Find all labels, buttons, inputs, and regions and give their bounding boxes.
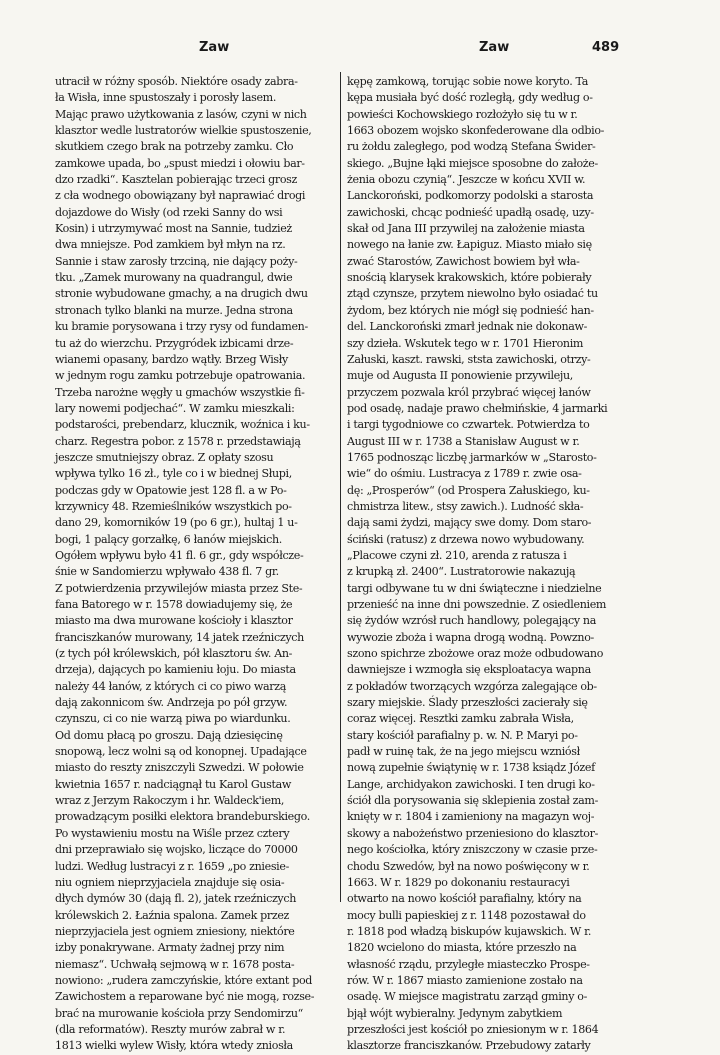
text-line: dano 29, komorników 19 (po 6 gr.), hultaj 1 u- bbox=[55, 516, 298, 530]
text-line: Załuski, kaszt. rawski, ststa zawichoski, otrzy- bbox=[347, 352, 591, 366]
right-column bbox=[347, 74, 632, 1055]
text-line: wpływa tylko 16 zł., tyle co i w biednej Słupi, bbox=[55, 467, 292, 481]
text-line: Lanckoroński, podkomorzy podolski a starosta bbox=[347, 189, 594, 203]
text-line: rów. W r. 1867 miasto zamienione zostało na bbox=[347, 973, 583, 987]
text-line: nieprzyjaciela jest ogniem zniesiony, niektóre bbox=[55, 924, 295, 938]
text-line: charz. Regestra pobor. z 1578 r. przedstawiają bbox=[55, 434, 301, 448]
text-line: jeszcze smutniejszy obraz. Z opłaty szosu bbox=[55, 450, 274, 464]
text-line: dojazdowe do Wisły (od rzeki Sanny do wsi bbox=[55, 205, 283, 219]
text-line: knięty w r. 1804 i zamieniony na magazyn woj- bbox=[347, 810, 595, 824]
text-line: prowadzącym posiłki elektora brandeburskiego. bbox=[55, 810, 310, 824]
text-line: mocy bulli papieskiej z r. 1148 pozostawał do bbox=[347, 908, 586, 922]
text-line: targi odbywane tu w dni świąteczne i niedzielne bbox=[347, 581, 602, 595]
text-line: skowy a nabożeństwo przeniesiono do klasztor- bbox=[347, 826, 598, 840]
text-line: zamkowe upada, bo „spust miedzi i ołowiu bar- bbox=[55, 156, 305, 170]
text-line: dwa mniejsze. Pod zamkiem był młyn na rz. bbox=[55, 238, 286, 252]
text-line: zawichoski, chcąc podnieść upadłą osadę, uzy- bbox=[347, 205, 594, 219]
running-head-right: Zaw bbox=[479, 40, 510, 55]
text-line: drzeja), dających po kamieniu łoju. Do miasta bbox=[55, 663, 296, 677]
text-line: lary nowemi podjechać“. W zamku mieszkali: bbox=[55, 401, 295, 415]
text-line: 1765 podnosząc liczbę jarmarków w „Starosto- bbox=[347, 450, 597, 464]
column-divider bbox=[340, 72, 341, 902]
text-line: należy 44 łanów, z których ci co piwo warzą bbox=[55, 679, 286, 693]
left-column bbox=[55, 74, 340, 1055]
text-line: bjął wójt wybieralny. Jedynym zabytkiem bbox=[347, 1006, 563, 1020]
text-line: Po wystawieniu mostu na Wiśle przez cztery bbox=[55, 826, 290, 840]
text-line: ku bramie porysowana i trzy rysy od fundamen- bbox=[55, 320, 308, 334]
text-line: z cła wodnego obowiązany był naprawiać drogi bbox=[55, 189, 306, 203]
text-line: podstarości, prebendarz, klucznik, woźnica i ku- bbox=[55, 418, 310, 432]
text-line: wie“ do ośmiu. Lustracya z 1789 r. zwie osa- bbox=[347, 467, 582, 481]
text-line: zwać Starostów, Zawichost bowiem był wła- bbox=[347, 254, 580, 268]
text-line: stronach tylko blanki na murze. Jedna strona bbox=[55, 303, 293, 317]
text-line: dni przeprawiało się wojsko, liczące do 70000 bbox=[55, 843, 298, 857]
text-line: dawniejsze i wzmogła się eksploatacya wapna bbox=[347, 663, 591, 677]
text-line: otwarto na nowo kościół parafialny, który na bbox=[347, 892, 582, 906]
text-line: przenieść na inne dni powszednie. Z osiedleniem bbox=[347, 598, 607, 611]
text-line: miasto do reszty zniszczyli Szwedzi. W połowie bbox=[55, 761, 304, 775]
text-line: ludzi. Według lustracyi z r. 1659 „po zniesie- bbox=[55, 859, 289, 873]
text-line: wywozie zboża i wapna drogą wodną. Powzno- bbox=[347, 630, 594, 644]
text-line: nego kościołka, który zniszczony w czasie prze- bbox=[347, 843, 598, 857]
running-head-left: Zaw bbox=[199, 40, 230, 55]
text-line: podczas gdy w Opatowie jest 128 fl. a w Po- bbox=[55, 483, 287, 497]
text-line: dają zakonnicom św. Andrzeja po pół grzyw. bbox=[55, 696, 288, 710]
text-line: żydom, bez których nie mógł się podnieść han- bbox=[347, 303, 594, 317]
text-line: Zawichostem a reparowane być nie mogą, rozse- bbox=[55, 990, 315, 1004]
text-line: szy dzieła. Wskutek tego w r. 1701 Hieronim bbox=[347, 336, 584, 350]
text-line: niu ogniem nieprzyjaciela znajduje się osia- bbox=[55, 875, 285, 889]
text-line: brać na murowanie kościoła przy Sendomirzu“ bbox=[55, 1006, 303, 1020]
text-line: del. Lanckoroński zmarł jednak nie dokonaw- bbox=[347, 320, 588, 334]
text-line: nową zupełnie świątynię w r. 1738 ksiądz Józef bbox=[347, 761, 595, 775]
text-line: Sannie i staw zarosły trzciną, nie dający poży- bbox=[55, 254, 298, 268]
text-line: „Placowe czyni zł. 210, arenda z ratusza i bbox=[347, 548, 567, 562]
text-line: własność rządu, przyległe miasteczko Prospe- bbox=[347, 957, 590, 971]
text-line: chmistrza litew., stsy zawich.). Ludność skła- bbox=[347, 499, 584, 513]
text-line: bogi, 1 palący gorzałkę, 6 łanów miejskich. bbox=[55, 532, 282, 546]
text-line: (dla reformatów). Reszty murów zabrał w r. bbox=[55, 1022, 286, 1036]
text-line: stronie wybudowane gmachy, a na drugich dwu bbox=[55, 287, 308, 301]
text-line: szono spichrze zbożowe oraz może odbudowano bbox=[347, 647, 604, 661]
text-line: Ogółem wpływu było 41 fl. 6 gr., gdy współcze- bbox=[55, 548, 304, 562]
text-line: królewskich 2. Łaźnia spalona. Zamek przez bbox=[55, 908, 290, 922]
text-line: 1663. W r. 1829 po dokonaniu restauracyi bbox=[347, 875, 570, 889]
text-line: izby ponakrywane. Armaty żadnej przy nim bbox=[55, 941, 285, 955]
text-line: w jednym rogu zamku potrzebuje opatrowania. bbox=[55, 369, 306, 383]
text-line: nowego na łanie zw. Łapiguz. Miasto miało się bbox=[347, 238, 592, 252]
text-line: tku. „Zamek murowany na quadrangul, dwie bbox=[55, 271, 293, 285]
text-line: i targi tygodniowe co czwartek. Potwierdza to bbox=[347, 418, 590, 432]
text-line: tu aż do wierzchu. Przygródek izbicami drze- bbox=[55, 336, 294, 350]
text-line: Lange, archidyakon zawichoski. I ten drugi ko- bbox=[347, 777, 595, 791]
text-line: wraz z Jerzym Rakoczym i hr. Waldeck'iem, bbox=[55, 794, 285, 808]
text-line: r. 1818 pod władzą biskupów kujawskich. W r. bbox=[347, 924, 592, 938]
text-line: szary miejskie. Ślady przeszłości zacierały się bbox=[347, 696, 588, 710]
text-line: czynszu, ci co nie warzą piwa po wiardunku. bbox=[55, 712, 291, 726]
text-line: snopową, lecz wolni są od konopnej. Upadające bbox=[55, 745, 307, 759]
text-line: krzywnicy 48. Rzemieślników wszystkich po- bbox=[55, 499, 292, 513]
text-line: żenia obozu czynią“. Jeszcze w końcu XVII w. bbox=[347, 173, 586, 187]
text-line: skiego. „Bujne łąki miejsce sposobne do założe- bbox=[347, 156, 598, 170]
text-line: (z tych pół królewskich, pół klasztoru św. An- bbox=[55, 647, 293, 661]
text-line: utracił w różny sposób. Niektóre osady zabra- bbox=[55, 75, 298, 88]
text-line: Od domu płacą po groszu. Dają dziesięcinę bbox=[55, 728, 283, 742]
text-line: ła Wisła, inne spustoszały i porosły lasem. bbox=[55, 91, 277, 105]
text-line: skutkiem czego brak na potrzeby zamku. Cło bbox=[55, 140, 294, 154]
text-line: dają sami żydzi, mający swe domy. Dom staro- bbox=[347, 516, 592, 530]
text-line: pod osadę, nadaje prawo chełmińskie, 4 jarmarki bbox=[347, 401, 608, 415]
text-line: miasto ma dwa murowane kościoły i klasztor bbox=[55, 614, 293, 628]
text-line: coraz więcej. Resztki zamku zabrała Wisła, bbox=[347, 712, 574, 726]
text-line: skał od Jana III przywilej na założenie miasta bbox=[347, 222, 585, 236]
text-line: ściński (ratusz) z drzewa nowo wybudowany. bbox=[347, 532, 585, 546]
text-line: niemasz“. Uchwałą sejmową w r. 1678 posta- bbox=[55, 957, 295, 971]
text-line: muje od Augusta II ponowienie przywileju, bbox=[347, 369, 573, 383]
text-line: stary kościół parafialny p. w. N. P. Maryi po- bbox=[347, 728, 578, 742]
text-line: Kosin) i utrzymywać most na Sannie, tudzież bbox=[55, 222, 292, 236]
text-line: kępa musiała być dość rozległą, gdy według o- bbox=[347, 91, 593, 105]
text-line: dłych dymów 30 (dają fl. 2), jatek rzeźniczych bbox=[55, 892, 297, 906]
text-line: franciszkanów murowany, 14 jatek rzeźniczych bbox=[55, 630, 304, 644]
text-line: klasztor wedle lustratorów wielkie spustoszenie, bbox=[55, 124, 312, 138]
text-line: snością klarysek krakowskich, które pobierały bbox=[347, 271, 592, 285]
text-line: Z potwierdzenia przywilejów miasta przez Ste- bbox=[55, 581, 303, 595]
text-line: klasztorze franciszkanów. Przebudowy zatarły bbox=[347, 1039, 591, 1053]
text-line: 1820 wcielono do miasta, które przeszło na bbox=[347, 941, 577, 955]
text-line: ru żołdu zaległego, pod wodzą Stefana Świder- bbox=[347, 140, 596, 154]
text-line: się żydów wzrósł ruch handlowy, polegający na bbox=[347, 614, 596, 628]
text-line: kępę zamkową, torując sobie nowe koryto. Ta bbox=[347, 75, 588, 88]
text-line: osadę. W miejsce magistratu zarząd gminy o- bbox=[347, 990, 588, 1004]
text-line: z krupką zł. 2400“. Lustratorowie nakazują bbox=[347, 565, 576, 579]
text-line: kwietnia 1657 r. nadciągnął tu Karol Gustaw bbox=[55, 777, 292, 791]
text-line: August III w r. 1738 a Stanisław August w r. bbox=[347, 434, 580, 448]
text-line: fana Batorego w r. 1578 dowiadujemy się, że bbox=[55, 598, 293, 611]
text-line: z pokładów tworzących wzgórza zalegające ob- bbox=[347, 679, 597, 693]
text-line: dę: „Prosperów“ (od Prospera Załuskiego, ku- bbox=[347, 483, 590, 497]
text-line: dzo rzadki“. Kasztelan pobierając trzeci grosz bbox=[55, 173, 297, 187]
text-line: śnie w Sandomierzu wpływało 438 fl. 7 gr. bbox=[55, 565, 279, 579]
text-line: ztąd czynsze, przytem niewolno było osiadać tu bbox=[347, 287, 598, 301]
text-line: Mając prawo użytkowania z lasów, czyni w nich bbox=[55, 107, 307, 121]
text-line: wianemi opasany, bardzo wątły. Brzeg Wisły bbox=[55, 352, 288, 366]
text-line: chodu Szwedów, był na nowo poświęcony w r. bbox=[347, 859, 590, 873]
page-number: 489 bbox=[592, 40, 620, 55]
text-line: powieści Kochowskiego rozłożyło się tu w r. bbox=[347, 107, 578, 121]
text-line: padł w ruinę tak, że na jego miejscu wzniósł bbox=[347, 745, 580, 759]
text-line: ściół dla porysowania się sklepienia został zam- bbox=[347, 794, 598, 808]
text-line: Trzeba narożne węgły u gmachów wszystkie fi- bbox=[55, 385, 305, 399]
text-line: 1813 wielki wylew Wisły, która wtedy zniosła bbox=[55, 1039, 293, 1053]
text-line: przeszłości jest kościół po zniesionym w r. 1864 bbox=[347, 1022, 599, 1036]
text-line: przyczem pozwala król przybrać więcej łanów bbox=[347, 385, 591, 399]
text-line: nowiono: „rudera zamczyńskie, które extant pod bbox=[55, 973, 313, 987]
text-line: 1663 obozem wojsko skonfederowane dla odbio- bbox=[347, 124, 605, 138]
